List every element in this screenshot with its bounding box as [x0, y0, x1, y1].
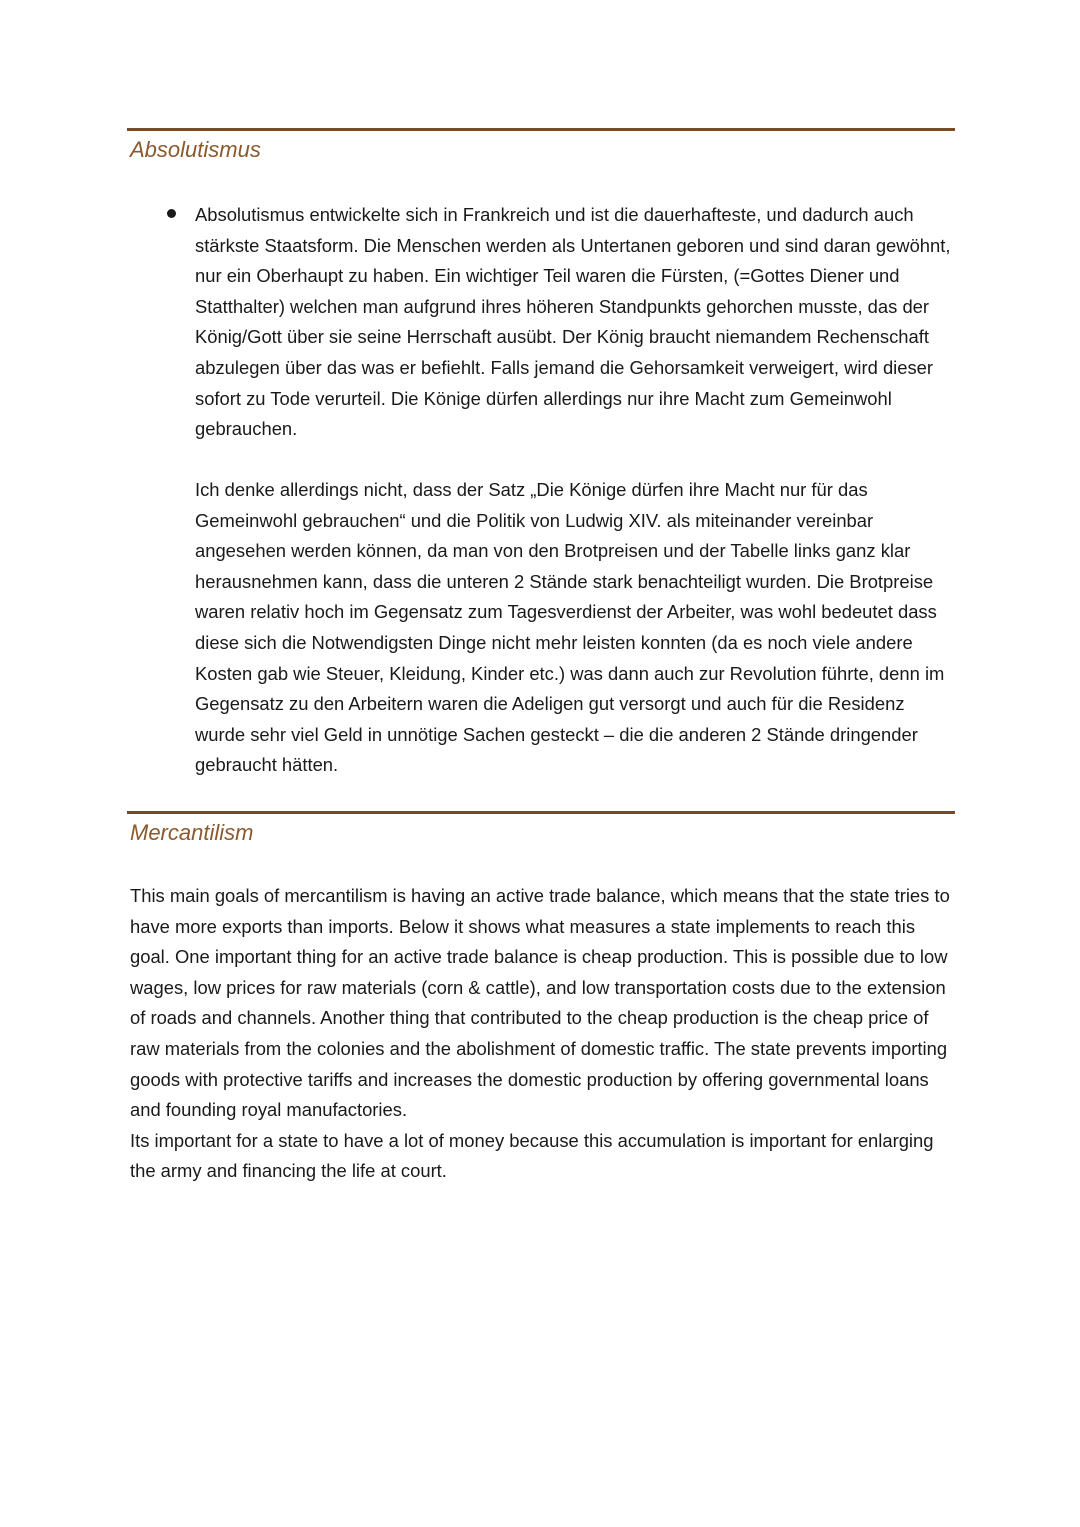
- mercantilism-paragraph-1: This main goals of mercantilism is having an active trade balance, which means that the state tries to have more exports than imports. Below it shows what measures a state implements to reach this goal. One important thing for an active trade balance is cheap production. This is possible due to low wages, low prices for raw materials (corn & cattle), and low transportation costs due to the extension of roads and channels. Another thing that contributed to the cheap production is the cheap price of raw materials from the colonies and the abolishment of domestic traffic. The state prevents importing goods with protective tariffs and increases the domestic production by offering governmental loans and founding royal manufactories.: [130, 885, 950, 1121]
- mercantilism-paragraph-2: Its important for a state to have a lot of money because this accumulation is important for enlarging the army and financing the life at court.: [130, 1129, 934, 1182]
- mercantilism-body: [130, 881, 956, 1187]
- section-rule-mercantilism: [127, 811, 955, 814]
- absolutismus-bullet-text: Absolutismus entwickelte sich in Frankreich und ist die dauerhafteste, und dadurch auch stärkste Staatsform. Die Menschen werden als Untertanen geboren und sind daran gewöhnt, nur ein Oberhaupt zu haben. Ein wichtiger Teil waren die Fürsten, (=Gottes Diener und Statthalter) welchen man aufgrund ihres höheren Standpunkts gehorchen musste, das der König/Gott über sie seine Herrschaft ausübt. Der König braucht niemandem Rechenschaft abzulegen über das was er befiehlt. Falls jemand die Gehorsamkeit verweigert, wird dieser sofort zu Tode verurteil. Die Könige dürfen allerdings nur ihre Macht zum Gemeinwohl gebrauchen.: [195, 204, 951, 440]
- heading-absolutismus: Absolutismus: [130, 137, 261, 162]
- absolutismus-opinion-paragraph: Ich denke allerdings nicht, dass der Satz „Die Könige dürfen ihre Macht nur für das Gemeinwohl gebrauchen“ und die Politik von Ludwig XIV. als miteinander vereinbar angesehen werden können, da man von den Brotpreisen und der Tabelle links ganz klar herausnehmen kann, dass die unteren 2 Stände stark benachteiligt wurden. Die Brotpreise waren relativ hoch im Gegensatz zum Tagesverdienst der Arbeiter, was wohl bedeutet dass diese sich die Notwendigsten Dinge nicht mehr leisten konnten (da es noch viele andere Kosten gab wie Steuer, Kleidung, Kinder etc.) was dann auch zur Revolution führte, denn im Gegensatz zu den Arbeitern waren die Adeligen gut versorgt und auch für die Residenz wurde sehr viel Geld in unnötige Sachen gesteckt – die die anderen 2 Stände dringender gebraucht hätten.: [195, 479, 945, 776]
- section-rule-absolutismus: [127, 128, 955, 131]
- heading-mercantilism: Mercantilism: [130, 820, 254, 845]
- bullet-dot-icon: [167, 209, 176, 218]
